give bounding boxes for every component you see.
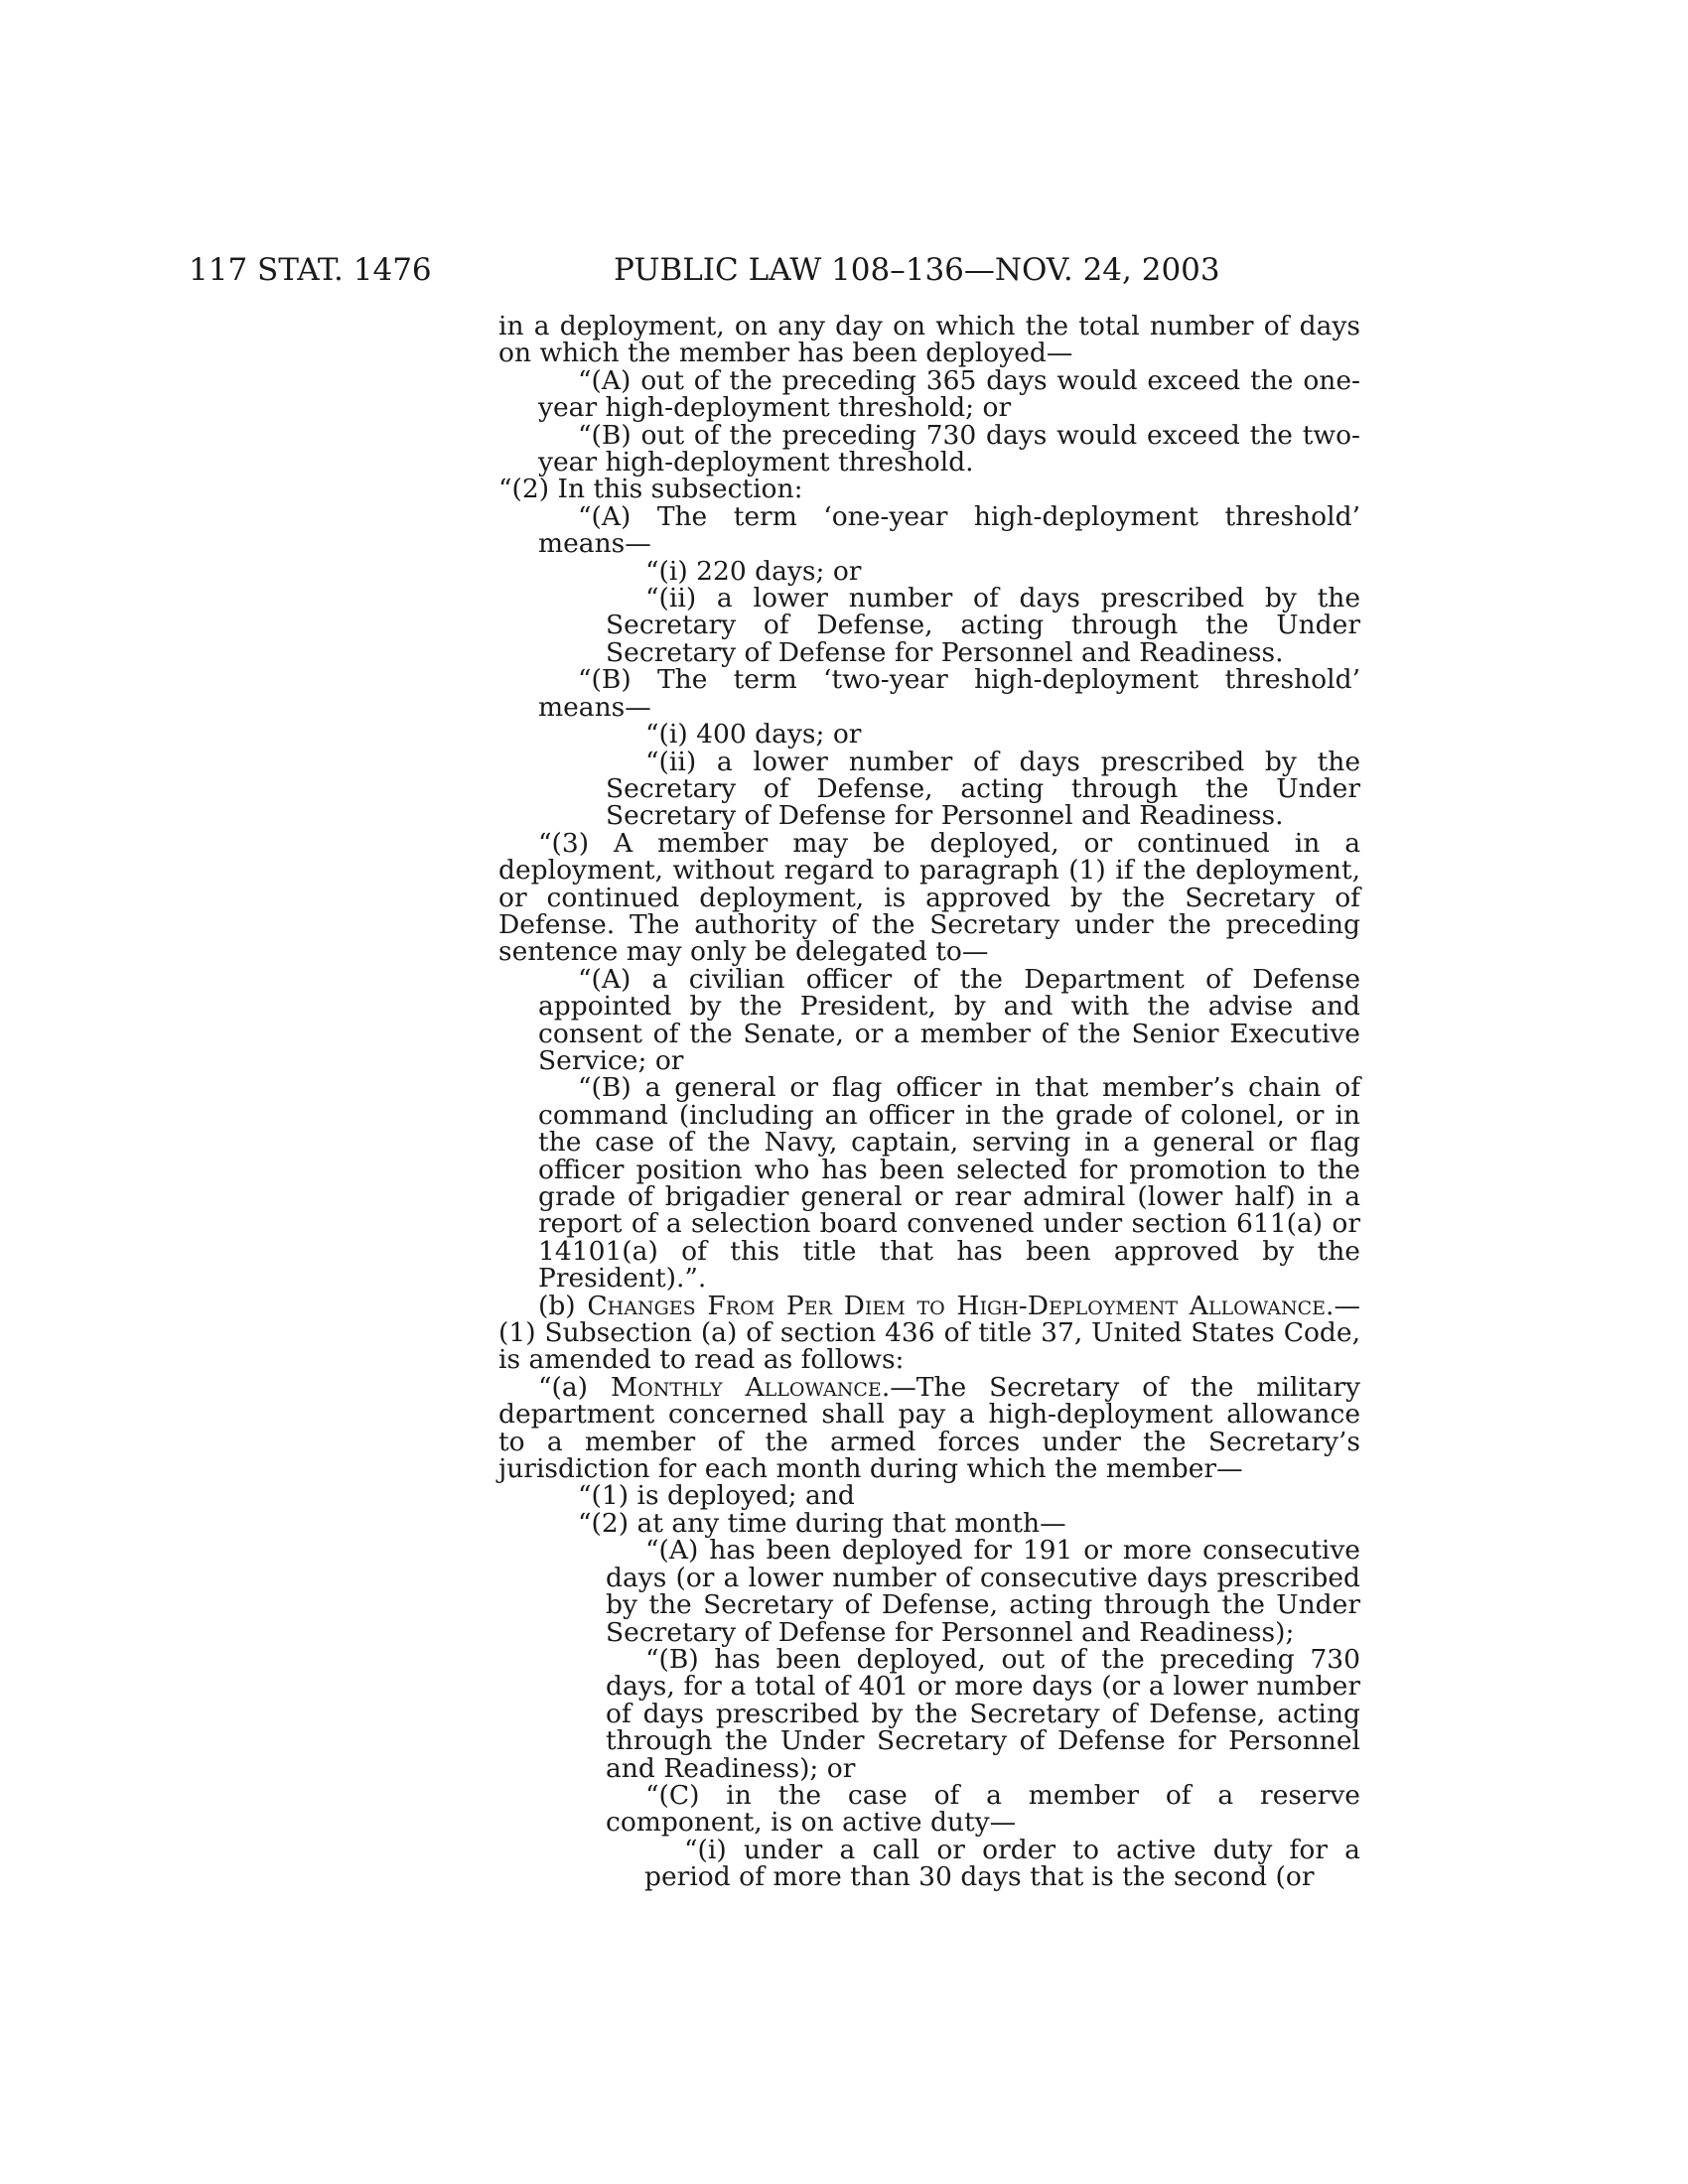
clause-2b-ii: “(ii) a lower number of days prescribed by the Secretary of Defense, acting through the Under Secretary of Defense for Personnel and Readiness. xyxy=(606,746,1360,832)
clause-2b-i: “(i) 400 days; or xyxy=(645,719,862,751)
paragraph-continuation: in a deployment, on any day on which the total number of days on which the member has been deployed— xyxy=(498,311,1360,369)
paragraph-2: “(2) In this subsection: xyxy=(498,474,803,505)
subsection-b-heading: Changes From Per Diem to High-Deployment Allowance xyxy=(587,1290,1327,1321)
subsection-b xyxy=(498,1290,1360,1376)
clause-1b: “(B) out of the preceding 730 days would exceed the two-year high-deployment threshold. xyxy=(538,419,1360,478)
stat-citation: 117 STAT. 1476 xyxy=(189,252,432,288)
clause-2a-i: “(i) 220 days; or xyxy=(645,555,862,587)
statute-text xyxy=(498,313,1360,1891)
subsection-a-lead: “(a) xyxy=(538,1371,612,1403)
clause-1a: “(A) out of the preceding 365 days would exceed the one-year high-deployment threshold; or xyxy=(538,364,1360,424)
running-header xyxy=(0,250,1688,290)
allowance-clause-2a: “(A) has been deployed for 191 or more consecutive days (or a lower number of consecutive days prescribed by the Secretary of Defense, acting through the Under Secretary of Defense for Personnel and Readiness); xyxy=(606,1535,1360,1648)
subsection-a-heading: Monthly Allowance xyxy=(611,1371,882,1403)
subsection-b-text: .—(1) Subsection (a) of section 436 of title 37, United States Code, is amended to read as follows: xyxy=(498,1290,1360,1376)
allowance-clause-1: “(1) is deployed; and xyxy=(578,1480,855,1512)
clause-2a-ii: “(ii) a lower number of days prescribed by the Secretary of Defense, acting through the Under Secretary of Defense for Personnel and Readiness. xyxy=(606,583,1360,668)
clause-3b: “(B) a general or flag officer in that member’s chain of command (including an officer in the grade of colonel, or in the case of the Navy, captain, serving in a general or flag officer position who has been selected for promotion to the grade of brigadier general or rear admiral (lower half) in a report of a selection board convened under section 611(a) or 14101(a) of this title that has been approved by the President).”. xyxy=(538,1072,1360,1295)
paragraph-3: “(3) A member may be deployed, or continued in a deployment, without regard to paragraph (1) if the deployment, or continued deployment, is approved by the Secretary of Defense. The authority of the Secretary under the preceding sentence may only be delegated to— xyxy=(498,827,1360,968)
law-title: PUBLIC LAW 108–136—NOV. 24, 2003 xyxy=(614,252,1220,288)
allowance-clause-2c: “(C) in the case of a member of a reserve component, is on active duty— xyxy=(606,1779,1360,1839)
subsection-b-lead: (b) xyxy=(538,1290,588,1321)
subsection-a-text: .—The Secretary of the military department concerned shall pay a high-deployment allowance to a member of the armed forces under the Secretary’s jurisdiction for each month during which the member— xyxy=(498,1371,1361,1485)
allowance-clause-2c-i: “(i) under a call or order to active duty for a period of more than 30 days that is the second (or xyxy=(644,1834,1360,1893)
clause-3a: “(A) a civilian officer of the Department of Defense appointed by the President, by and with the advise and consent of the Senate, or a member of the Senior Executive Service; or xyxy=(538,963,1360,1076)
clause-2b: “(B) The term ‘two-year high-deployment threshold’ means— xyxy=(538,664,1360,723)
allowance-clause-2b: “(B) has been deployed, out of the preceding 730 days, for a total of 401 or more days (or a lower number of days prescribed by the Secretary of Defense, acting through the Under Secretary of Defense for Personnel and Readiness); or xyxy=(606,1643,1360,1784)
clause-2a: “(A) The term ‘one-year high-deployment threshold’ means— xyxy=(538,500,1360,560)
subsection-a-monthly-allowance xyxy=(498,1371,1361,1485)
allowance-clause-2: “(2) at any time during that month— xyxy=(578,1507,1066,1539)
